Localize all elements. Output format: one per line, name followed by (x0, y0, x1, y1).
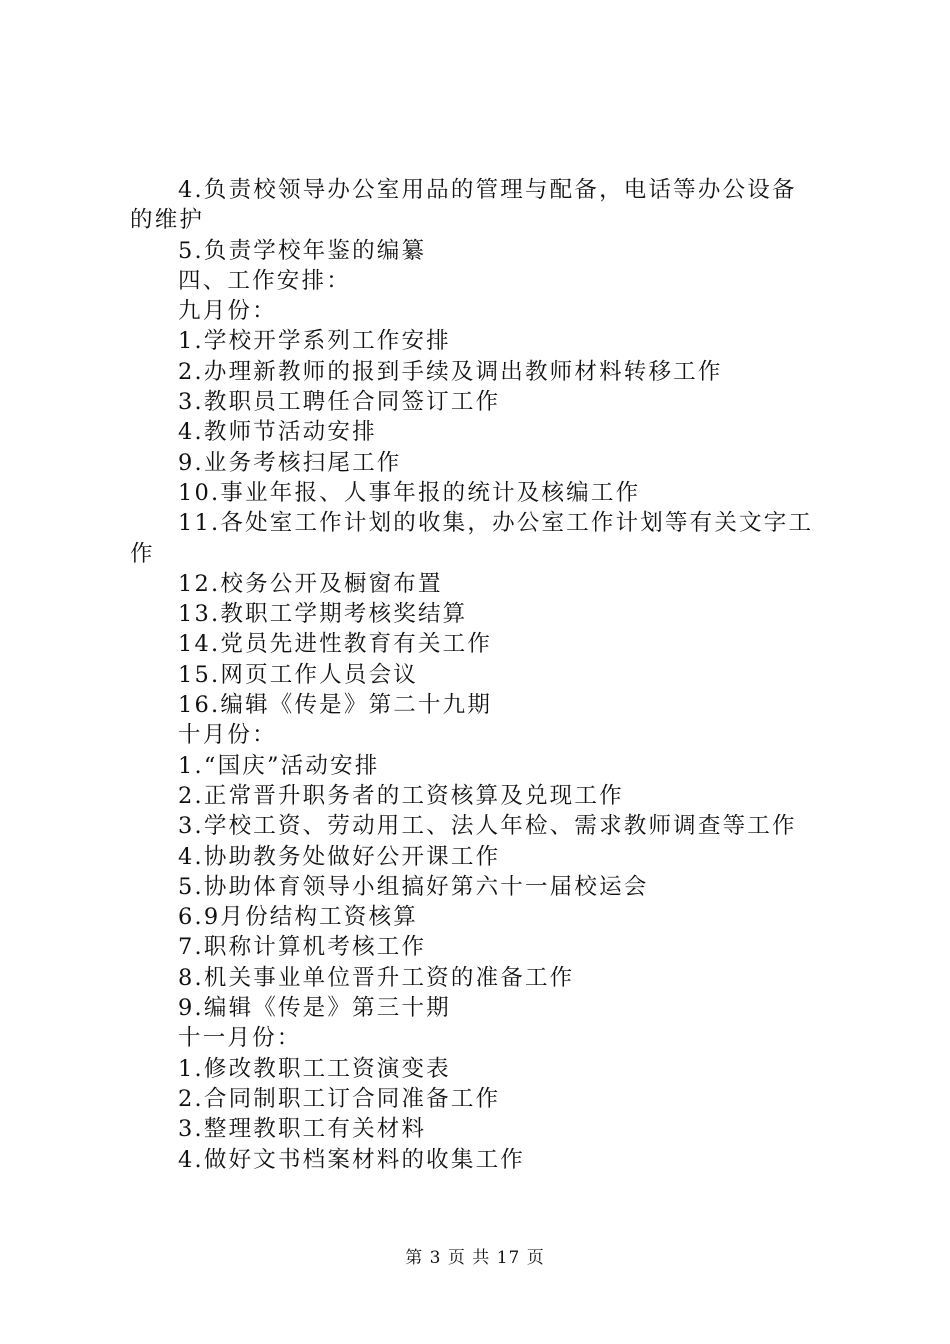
text-line: 11.各处室工作计划的收集，办公室工作计划等有关文字工 (178, 510, 814, 537)
text-line: 1.“国庆”活动安排 (178, 752, 380, 779)
text-line: 作 (130, 540, 155, 567)
text-line: 7.职称计算机考核工作 (178, 934, 427, 961)
text-line: 的维护 (130, 207, 205, 234)
text-line: 8.机关事业单位晋升工资的准备工作 (178, 964, 575, 991)
text-line: 4.教师节活动安排 (178, 419, 377, 446)
text-line: 4.协助教务处做好公开课工作 (178, 843, 501, 870)
text-line: 9.编辑《传是》第三十期 (178, 995, 451, 1022)
text-line: 13.教职工学期考核奖结算 (178, 601, 468, 628)
text-line: 14.党员先进性教育有关工作 (178, 631, 493, 658)
text-line: 5.协助体育领导小组搞好第六十一届校运会 (178, 873, 649, 900)
text-line: 16.编辑《传是》第二十九期 (178, 692, 493, 719)
text-line: 1.修改教职工工资演变表 (178, 1055, 451, 1082)
text-line: 9.业务考核扫尾工作 (178, 449, 402, 476)
text-line: 4.负责校领导办公室用品的管理与配备，电话等办公设备 (178, 177, 797, 203)
text-line: 6.9月份结构工资核算 (178, 904, 418, 931)
text-line: 4.做好文书档案材料的收集工作 (178, 1146, 525, 1173)
text-line: 3.教职员工聘任合同签订工作 (178, 389, 501, 416)
text-line: 5.负责学校年鉴的编纂 (178, 237, 427, 264)
text-line: 12.校务公开及橱窗布置 (178, 570, 443, 597)
text-line: 15.网页工作人员会议 (178, 661, 418, 688)
text-line: 1.学校开学系列工作安排 (178, 328, 451, 355)
text-line: 3.整理教职工有关材料 (178, 1116, 427, 1143)
month-heading: 九月份： (178, 298, 277, 325)
section-heading: 四、工作安排： (178, 267, 351, 294)
month-heading: 十月份： (178, 722, 277, 749)
text-line: 3.学校工资、劳动用工、法人年检、需求教师调查等工作 (178, 813, 797, 840)
month-heading: 十一月份： (178, 1025, 302, 1052)
text-line: 10.事业年报、人事年报的统计及核编工作 (178, 479, 641, 506)
text-line: 2.正常晋升职务者的工资核算及兑现工作 (178, 782, 624, 809)
text-line: 2.合同制职工订合同准备工作 (178, 1085, 501, 1112)
text-line: 2.办理新教师的报到手续及调出教师材料转移工作 (178, 358, 723, 385)
page-number-footer: 第 3 页 共 17 页 (405, 1248, 545, 1268)
document-body (130, 175, 835, 1175)
